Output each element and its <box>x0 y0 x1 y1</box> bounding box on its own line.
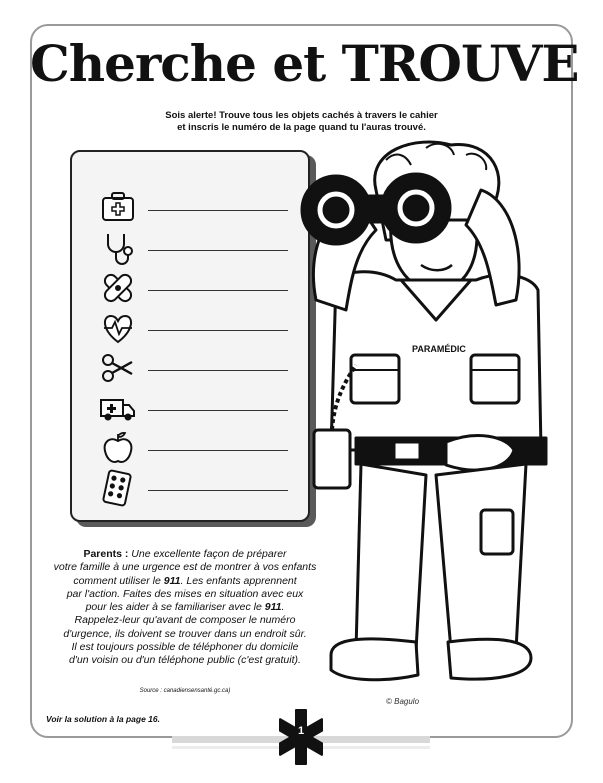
checklist-item-apple <box>98 428 298 468</box>
source-note: Source : canadiensensanté.gc.ca) <box>139 688 231 694</box>
answer-line[interactable] <box>148 450 288 451</box>
parents-line-3a: comment utiliser le <box>73 574 164 587</box>
parents-line-4: par l'action. Faites des mises en situation avec eux <box>66 587 304 600</box>
star-of-life-icon <box>279 707 323 767</box>
scissors-icon <box>98 348 138 388</box>
checklist-item-stethoscope <box>98 228 298 268</box>
parents-line-5a: pour les aider à se familiariser avec le <box>85 601 265 614</box>
page-title: Cherche et TROUVE <box>30 34 579 93</box>
parents-note <box>40 548 330 668</box>
instructions-line-2: et inscris le numéro de la page quand tu l'auras trouvé. <box>177 122 426 133</box>
parents-line-5b: . <box>281 601 285 614</box>
parents-line-9: d'un voisin ou d'un téléphone public (c'est gratuit). <box>69 654 301 667</box>
parents-line-8: Il est toujours possible de téléphoner du domicile <box>71 641 299 654</box>
checklist-item-bandages <box>98 268 298 308</box>
parents-line-6: Rappelez-leur qu'avant de composer le numéro <box>74 614 296 627</box>
instructions-line-1: Sois alerte! Trouve tous les objets cachés à travers le cahier <box>165 110 438 121</box>
checklist-item-heartbeat <box>98 308 298 348</box>
apple-icon <box>98 428 138 468</box>
answer-line[interactable] <box>148 290 288 291</box>
checklist-item-scissors <box>98 348 298 388</box>
answer-line[interactable] <box>148 410 288 411</box>
solution-note: Voir la solution à la page 16. <box>46 714 160 724</box>
ambulance-icon <box>98 388 138 428</box>
parents-line-7: d'urgence, ils doivent se trouver dans un endroit sûr. <box>63 627 307 640</box>
stethoscope-icon <box>98 228 138 268</box>
paramedic-badge: PARAMÉDIC <box>412 344 466 354</box>
parents-line-3b: . Les enfants apprennent <box>180 574 297 587</box>
checklist-panel <box>70 150 310 522</box>
pills-icon <box>98 468 138 508</box>
emergency-number: 911 <box>264 601 282 614</box>
first-aid-kit-icon <box>98 188 138 228</box>
answer-line[interactable] <box>148 370 288 371</box>
bandages-icon <box>98 268 138 308</box>
parents-lead: Parents : <box>83 548 129 560</box>
emergency-number: 911 <box>163 574 181 587</box>
page-number: 1 <box>297 725 305 737</box>
answer-line[interactable] <box>148 210 288 211</box>
checklist-item-pills <box>98 468 298 508</box>
parents-line-2: votre famille à une urgence est de montrer à vos enfants <box>53 561 317 574</box>
answer-line[interactable] <box>148 490 288 491</box>
artist-signature: © Bagulo <box>386 697 420 706</box>
answer-line[interactable] <box>148 250 288 251</box>
checklist-item-first-aid-kit <box>98 188 298 228</box>
answer-line[interactable] <box>148 330 288 331</box>
checklist-item-ambulance <box>98 388 298 428</box>
parents-line-1: Une excellente façon de préparer <box>128 548 287 560</box>
heartbeat-icon <box>98 308 138 348</box>
